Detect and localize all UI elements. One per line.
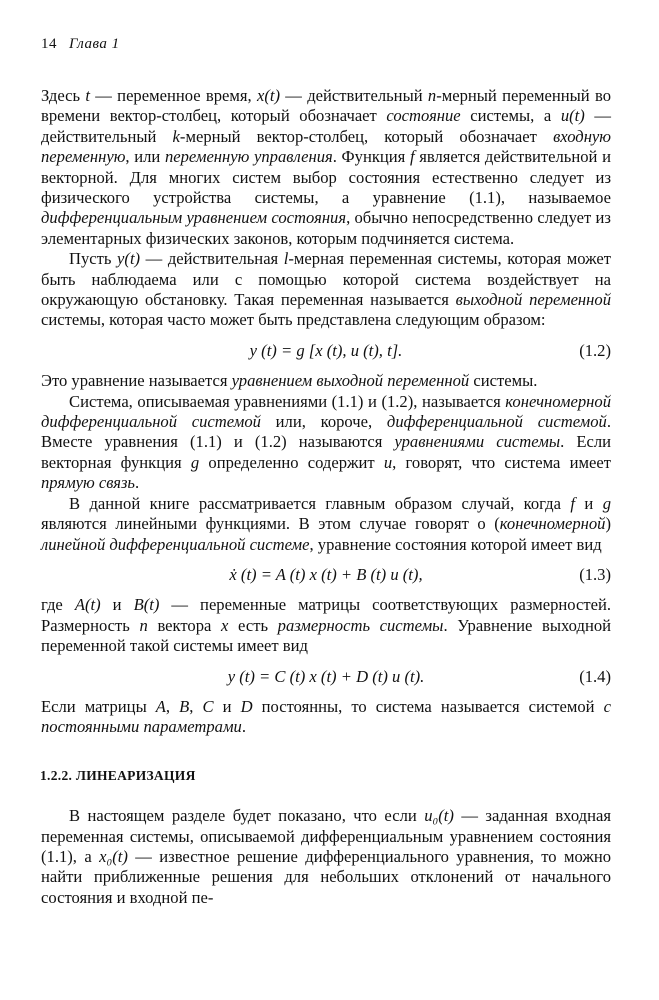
paragraph-7: [41, 697, 611, 738]
text-run: — действительная: [140, 249, 284, 269]
italic-term: t: [85, 86, 90, 105]
text-run: В настоящем разделе будет показано, что если: [69, 806, 425, 826]
text-run: ,: [189, 696, 203, 716]
italic-term: l: [283, 249, 289, 269]
text-run: и: [574, 493, 603, 513]
text-run: есть: [228, 615, 278, 635]
italic-term: B: [179, 696, 190, 716]
italic-term: уравнением выходной переменной: [231, 371, 470, 391]
text-run: .: [241, 717, 247, 737]
italic-term: n: [139, 615, 148, 635]
equation-text: y (t) = C (t) x (t) + D (t) u (t).: [227, 666, 425, 686]
text-run: или, короче,: [260, 412, 387, 432]
text-run: ,: [165, 696, 180, 716]
text-run: .: [134, 473, 140, 493]
italic-term: A(t): [74, 595, 101, 615]
italic-term: конечномерной дифференциальной системой: [41, 391, 611, 432]
italic-term: D: [240, 696, 253, 716]
italic-term: прямую связь: [41, 473, 135, 493]
italic-term: C: [202, 696, 214, 716]
text-run: . Функция: [332, 147, 410, 167]
text-run: , говорят, что система имеет: [392, 452, 611, 472]
text-run: — известное решение дифференциального уравнения, то можно найти приближенные решения для небольших отклонений от начального состояния и входной пе-: [41, 846, 612, 907]
page-header: [41, 36, 120, 53]
page-number: 14: [41, 36, 57, 52]
equation-number: (1.4): [579, 666, 611, 686]
equation-text: ẋ (t) = A (t) x (t) + B (t) u (t),: [229, 564, 423, 584]
equation-1-4: [41, 667, 611, 687]
italic-term: входную переменную: [41, 126, 611, 167]
text-run: Здесь: [41, 86, 86, 105]
paragraph-3: [41, 371, 611, 391]
text-run: . Вместе уравнения (1.1) и (1.2) называются: [41, 412, 611, 452]
text-run: -мерный переменный во времени вектор-столбец, который обозначает: [41, 86, 611, 126]
italic-term: выходной переменной: [455, 290, 611, 310]
text-run: . Если векторная функция: [41, 432, 611, 472]
italic-term: u₀(t): [424, 806, 454, 826]
text-run: — действительный: [41, 106, 611, 146]
text-run: Если матрицы: [41, 696, 156, 716]
italic-term: переменную управления: [164, 147, 333, 167]
italic-term: g: [190, 452, 200, 472]
italic-term: f: [570, 493, 575, 513]
text-run: В данной книге рассматривается главным образом случай, когда: [69, 493, 571, 513]
italic-term: x: [221, 615, 229, 635]
page-body: [41, 86, 611, 908]
text-run: Система, описываемая уравнениями (1.1) и (1.2), называется: [69, 391, 506, 411]
italic-term: B(t): [133, 595, 160, 615]
italic-term: k: [172, 126, 180, 146]
italic-term: уравнениями системы: [394, 432, 561, 452]
text-run: Пусть: [69, 249, 118, 269]
text-run: , уравнение состояния которой имеет вид: [309, 534, 602, 554]
italic-term: линейной дифференциальной системе: [41, 534, 310, 554]
text-run: вектора: [147, 615, 222, 635]
paragraph-6: [41, 595, 611, 656]
equation-number: (1.3): [579, 564, 611, 584]
paragraph-2: [41, 249, 611, 331]
text-run: и: [213, 696, 241, 716]
text-run: определенно содержит: [199, 452, 384, 472]
text-run: ): [605, 514, 611, 534]
italic-term: g: [602, 493, 611, 513]
text-run: и: [100, 595, 134, 615]
paragraph-5: [41, 494, 611, 555]
text-run: где: [41, 595, 75, 615]
chapter-title: Глава 1: [69, 36, 120, 52]
italic-term: размерность системы: [277, 615, 444, 635]
equation-number: (1.2): [579, 340, 611, 360]
text-run: являются линейными функциями. В этом случае говорят о (: [41, 514, 500, 534]
italic-term: n: [427, 86, 437, 105]
text-run: постоянны, то система называется системой: [252, 696, 604, 716]
italic-term: A: [155, 696, 166, 716]
italic-term: f: [409, 147, 415, 167]
text-run: . Уравнение выходной переменной такой системы имеет вид: [41, 615, 611, 656]
paragraph-8: [41, 806, 611, 908]
text-run: — заданная входная переменная системы, описываемой дифференциальным уравнением состояния (1.1), а: [41, 806, 611, 866]
italic-term: конечномерной: [499, 514, 606, 534]
equation-text: y (t) = g [x (t), u (t), t].: [249, 340, 403, 360]
italic-term: u(t): [560, 106, 585, 126]
text-run: Это уравнение называется: [41, 371, 232, 391]
italic-term: с постоянными параметрами: [41, 696, 611, 737]
text-run: системы, а: [460, 106, 561, 126]
text-run: , или: [125, 147, 165, 167]
equation-1-2: [41, 341, 611, 361]
text-run: системы, которая часто может быть представлена следующим образом:: [41, 310, 546, 330]
text-run: — переменное время,: [89, 86, 257, 105]
section-heading: 1.2.2. ЛИНЕАРИЗАЦИЯ: [40, 767, 196, 783]
italic-term: дифференциальным уравнением состояния: [41, 208, 347, 228]
equation-1-3: [41, 565, 611, 585]
italic-term: y(t): [117, 249, 141, 269]
italic-term: x₀(t): [99, 846, 128, 866]
italic-term: u: [383, 452, 393, 472]
italic-term: x(t): [256, 86, 280, 105]
text-run: системы.: [469, 371, 538, 391]
text-run: -мерный вектор-столбец, который обозначает: [179, 126, 554, 146]
italic-term: дифференциальной системой: [386, 412, 607, 432]
text-run: -мерная переменная системы, которая может быть наблюдаема или с помощью которой система воздействует на окружающую обстановку. Такая переменная называется: [41, 249, 611, 310]
text-run: — действительный: [280, 86, 428, 105]
paragraph-1: [41, 86, 611, 249]
text-run: является действительной и векторной. Для многих систем выбор состояния естественно следует из физического устройства системы, а уравнение (1.1), называемое: [41, 147, 611, 208]
italic-term: состояние: [386, 106, 461, 126]
paragraph-4: [41, 392, 611, 494]
text-run: , обычно непосредственно следует из элементарных физических законов, которым подчиняется система.: [41, 208, 611, 248]
text-run: — переменные матрицы соответствующих размерностей. Размерность: [41, 595, 612, 635]
